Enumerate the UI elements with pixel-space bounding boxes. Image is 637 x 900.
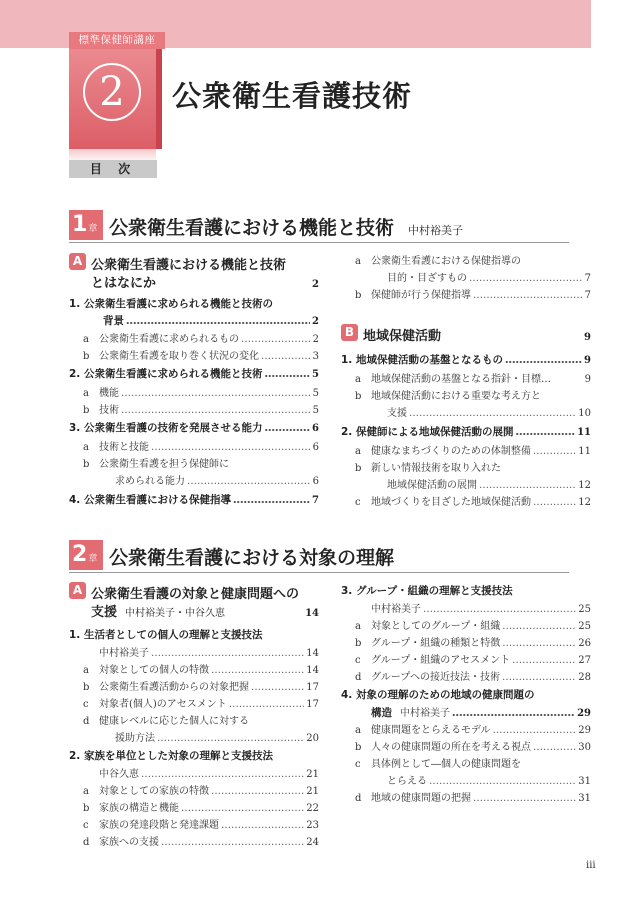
- volume-number: 2: [83, 63, 141, 121]
- toc-item-cont[interactable]: 地域保健活動の展開 ……………………………………………………………………………………………………………………… 12: [341, 476, 591, 491]
- toc-item-cont[interactable]: 目的・目ざすもの ……………………………………………………………………………………………………………………… 7: [341, 269, 591, 284]
- section-letter-badge: A: [69, 582, 86, 599]
- toc-item[interactable]: a 健康問題をとらえるモデル ……………………………………………………………………………………………………………………… 29: [341, 721, 591, 736]
- toc-item-cont[interactable]: 援助方法 ……………………………………………………………………………………………………………………… 20: [69, 729, 319, 744]
- chapter-title: 公衆衛生看護における対象の理解: [109, 547, 395, 569]
- toc-item[interactable]: b グループ・組織の種類と特徴 ……………………………………………………………………………………………………………………… 26: [341, 634, 591, 649]
- sub-author[interactable]: 中村裕美子 ……………………………………………………………………………………………………………………… 25: [341, 600, 591, 615]
- toc-label: 目 次: [69, 160, 157, 178]
- toc-item[interactable]: a 公衆衛生看護に求められるもの ……………………………………………………………………………………………………………………… 2: [69, 330, 319, 345]
- sub-heading[interactable]: 3. 公衆衛生看護の技術を発展させる能力 ……………………………………………………………………………………………………………………… 6: [69, 420, 319, 435]
- toc-item[interactable]: a 対象としての個人の特徴 ……………………………………………………………………………………………………………………… 14: [69, 661, 319, 676]
- toc-item[interactable]: a 対象としてのグループ・組織 ……………………………………………………………………………………………………………………… 25: [341, 617, 591, 632]
- section-heading-cont[interactable]: とはなにか 2: [91, 276, 319, 291]
- toc-item[interactable]: c 家族の発達段階と発達課題 ……………………………………………………………………………………………………………………… 23: [69, 816, 319, 831]
- toc-item[interactable]: c グループ・組織のアセスメント ……………………………………………………………………………………………………………………… 27: [341, 651, 591, 666]
- toc-item[interactable]: b 保健師が行う保健指導 ……………………………………………………………………………………………………………………… 7: [341, 286, 591, 301]
- toc-item[interactable]: c 地域づくりを目ざした地域保健活動 ……………………………………………………………………………………………………………………… 12: [341, 493, 591, 508]
- sub-heading[interactable]: 3. グループ・組織の理解と支援技法: [341, 585, 513, 597]
- sub-heading[interactable]: 2. 公衆衛生看護に求められる機能と技術 ……………………………………………………………………………………………………………………… 5: [69, 366, 319, 381]
- toc-item[interactable]: d 健康レベルに応じた個人に対する: [83, 716, 249, 727]
- toc-item-cont[interactable]: とらえる ……………………………………………………………………………………………………………………… 31: [341, 772, 591, 787]
- toc-item[interactable]: c 具体例として―個人の健康問題を: [355, 759, 521, 770]
- toc-item[interactable]: a 公衆衛生看護における保健指導の: [355, 256, 521, 267]
- toc-item[interactable]: a 技術と技能 ……………………………………………………………………………………………………………………… 6: [69, 438, 319, 453]
- toc-item[interactable]: a 機能 ……………………………………………………………………………………………………………………… 5: [69, 384, 319, 399]
- sub-heading[interactable]: 1. 公衆衛生看護に求められる機能と技術の: [69, 298, 273, 310]
- section-letter-badge: B: [341, 324, 358, 341]
- toc-item[interactable]: b 新しい情報技術を取り入れた: [355, 463, 501, 474]
- section-letter-badge: A: [69, 253, 86, 270]
- toc-item[interactable]: b 公衆衛生看護を取り巻く状況の変化 ……………………………………………………………………………………………………………………… 3: [69, 347, 319, 362]
- sub-heading-cont[interactable]: 構造 中村裕美子 ……………………………………………………………………………………………………………………… 29: [341, 704, 591, 720]
- section-heading-cont[interactable]: 支援 中村裕美子・中谷久恵 14: [91, 605, 319, 620]
- chapter-1-heading: [69, 212, 569, 243]
- series-label: 標準保健師講座: [69, 32, 165, 49]
- page-folio: iii: [586, 860, 596, 871]
- toc-item-cont[interactable]: 求められる能力 ……………………………………………………………………………………………………………………… 6: [69, 472, 319, 487]
- sub-author[interactable]: 中谷久恵 ……………………………………………………………………………………………………………………… 21: [69, 765, 319, 780]
- toc-item[interactable]: d 地域の健康問題の把握 ……………………………………………………………………………………………………………………… 31: [341, 789, 591, 804]
- toc-item-cont[interactable]: 支援 ……………………………………………………………………………………………………………………… 10: [341, 404, 591, 419]
- chapter-title: 公衆衛生看護における機能と技術 中村裕美子: [109, 217, 464, 239]
- toc-item[interactable]: b 技術 ……………………………………………………………………………………………………………………… 5: [69, 401, 319, 416]
- book-title: 公衆衛生看護技術: [172, 79, 413, 113]
- toc-item[interactable]: d 家族への支援 ……………………………………………………………………………………………………………………… 24: [69, 833, 319, 848]
- toc-item[interactable]: d グループへの接近技法・技術 ……………………………………………………………………………………………………………………… 28: [341, 668, 591, 683]
- toc-item[interactable]: a 健康なまちづくりのための体制整備 ……………………………………………………………………………………………………………………… 11: [341, 442, 591, 457]
- section-authors: 中村裕美子・中谷久恵: [125, 608, 226, 619]
- toc-item[interactable]: b 公衆衛生看護を担う保健師に: [83, 459, 229, 470]
- sub-heading[interactable]: 4. 対象の理解のための地域の健康問題の: [341, 689, 535, 701]
- chapter-author: 中村裕美子: [408, 224, 464, 237]
- toc-item[interactable]: c 対象者(個人)のアセスメント ……………………………………………………………………………………………………………………… 17: [69, 695, 319, 710]
- toc-item[interactable]: b 地域保健活動における重要な考え方と: [355, 391, 541, 402]
- chapter-2-heading: [69, 542, 569, 573]
- toc-item[interactable]: a 対象としての家族の特徴 ……………………………………………………………………………………………………………………… 21: [69, 782, 319, 797]
- sub-heading[interactable]: 1. 生活者としての個人の理解と支援技法: [69, 629, 263, 641]
- sub-author: 中村裕美子: [400, 708, 450, 719]
- toc-item[interactable]: b 人々の健康問題の所在を考える視点 ……………………………………………………………………………………………………………………… 30: [341, 738, 591, 753]
- toc-item[interactable]: a 地域保健活動の基盤となる指針・目標… 9: [355, 374, 591, 385]
- sub-heading[interactable]: 1. 地域保健活動の基盤となるもの ……………………………………………………………………………………………………………………… 9: [341, 352, 591, 367]
- chapter-1-left-column: [69, 252, 319, 512]
- toc-item[interactable]: b 公衆衛生看護活動からの対象把握 ……………………………………………………………………………………………………………………… 17: [69, 678, 319, 693]
- chapter-2-right-column: [341, 583, 591, 813]
- chapter-1-right-column: [341, 252, 591, 512]
- chapter-number-badge: 1章: [69, 210, 103, 240]
- volume-number-box: [69, 49, 162, 149]
- sub-heading[interactable]: 2. 保健師による地域保健活動の展開 ……………………………………………………………………………………………………………………… 11: [341, 424, 591, 439]
- sub-author[interactable]: 中村裕美子 ……………………………………………………………………………………………………………………… 14: [69, 644, 319, 659]
- chapter-number-badge: 2章: [69, 540, 103, 570]
- section-heading[interactable]: B 地域保健活動 9: [341, 325, 591, 344]
- sub-heading[interactable]: 2. 家族を単位とした対象の理解と支援技法: [69, 750, 273, 762]
- section-heading[interactable]: A 公衆衛生看護の対象と健康問題への: [69, 583, 319, 602]
- sub-heading-cont[interactable]: 背景 ……………………………………………………………………………………………………………………… 2: [69, 313, 319, 328]
- section-heading[interactable]: A 公衆衛生看護における機能と技術: [69, 254, 319, 273]
- toc-item[interactable]: b 家族の構造と機能 ……………………………………………………………………………………………………………………… 22: [69, 799, 319, 814]
- sub-heading[interactable]: 4. 公衆衛生看護における保健指導 ……………………………………………………………………………………………………………………… 7: [69, 492, 319, 507]
- chapter-2-left-column: [69, 583, 319, 848]
